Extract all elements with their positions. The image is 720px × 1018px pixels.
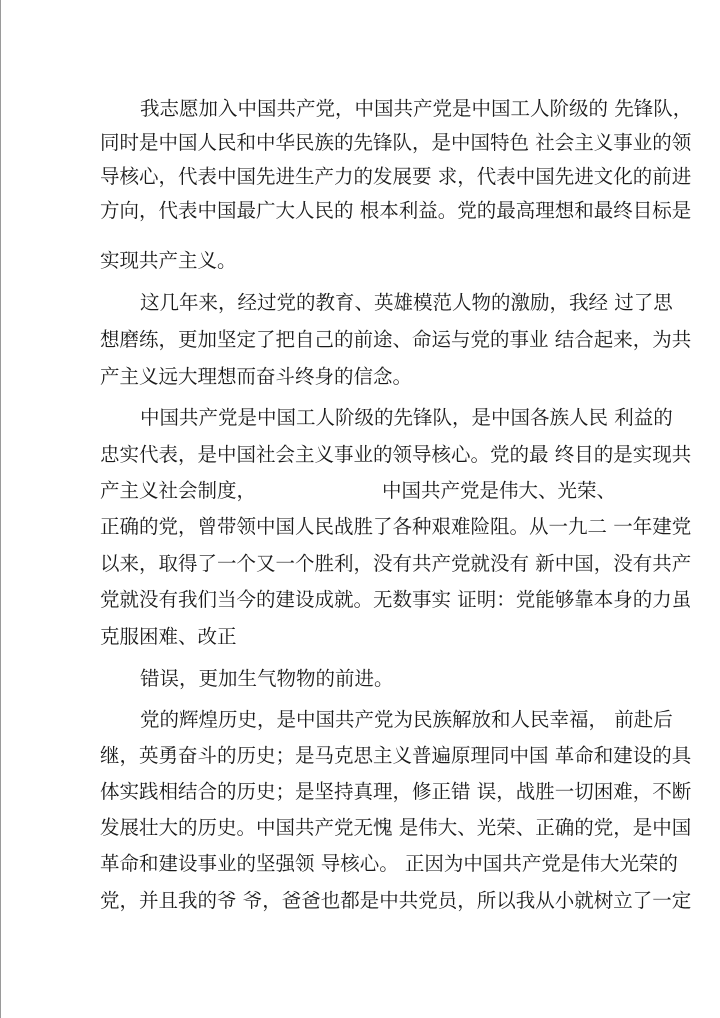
- text-line: 这几年来，经过党的教育、英雄模范人物的激励，我经 过了思: [140, 291, 673, 314]
- text-line: 错误，更加生气物物的前进。: [140, 667, 394, 690]
- text-line: 发展壮大的历史。中国共产党无愧 是伟大、光荣、正确的党，是中国: [100, 816, 692, 839]
- text-line: 党的辉煌历史，是中国共产党为民族解放和人民幸福， 前赴后: [140, 708, 673, 731]
- text-line: 我志愿加入中国共产党，中国共产党是中国工人阶级的 先锋队，: [140, 97, 693, 120]
- text-line: 方向，代表中国最广大人民的 根本利益。党的最高理想和最终目标是: [100, 199, 692, 222]
- text-line: 产主义社会制度， 中国共产党是伟大、光荣、: [100, 479, 617, 502]
- text-line: 实现共产主义。: [100, 249, 237, 272]
- text-line: 忠实代表，是中国社会主义事业的领导核心。党的最 终目的是实现共: [100, 443, 692, 466]
- text-line: 以来，取得了一个又一个胜利，没有共产党就没有 新中国，没有共产: [100, 552, 692, 575]
- text-line: 导核心，代表中国先进生产力的发展要 求，代表中国先进文化的前进: [100, 165, 692, 188]
- text-line: 中国共产党是中国工人阶级的先锋队，是中国各族人民 利益的: [140, 406, 673, 429]
- text-line: 体实践相结合的历史；是坚持真理，修正错 误，战胜一切困难，不断: [100, 780, 692, 803]
- text-line: 同时是中国人民和中华民族的先锋队，是中国特色 社会主义事业的领: [100, 131, 692, 154]
- text-line: 继，英勇奋斗的历史；是马克思主义普遍原理同中国 革命和建设的具: [100, 744, 692, 767]
- text-line: 党就没有我们当今的建设成就。无数事实 证明：党能够靠本身的力虽: [100, 588, 692, 611]
- text-line: 党，并且我的爷 爷，爸爸也都是中共党员，所以我从小就树立了一定: [100, 889, 692, 912]
- text-line: 想磨练，更加坚定了把自己的前途、命运与党的事业 结合起来，为共: [100, 328, 692, 351]
- text-line: 克服困难、改正: [100, 625, 237, 648]
- text-line: 产主义远大理想而奋斗终身的信念。: [100, 365, 413, 388]
- text-line: 正确的党，曾带领中国人民战胜了各种艰难险阻。从一九二 一年建党: [100, 515, 692, 538]
- text-line: 革命和建设事业的坚强领 导核心。 正因为中国共产党是伟大光荣的: [100, 852, 678, 875]
